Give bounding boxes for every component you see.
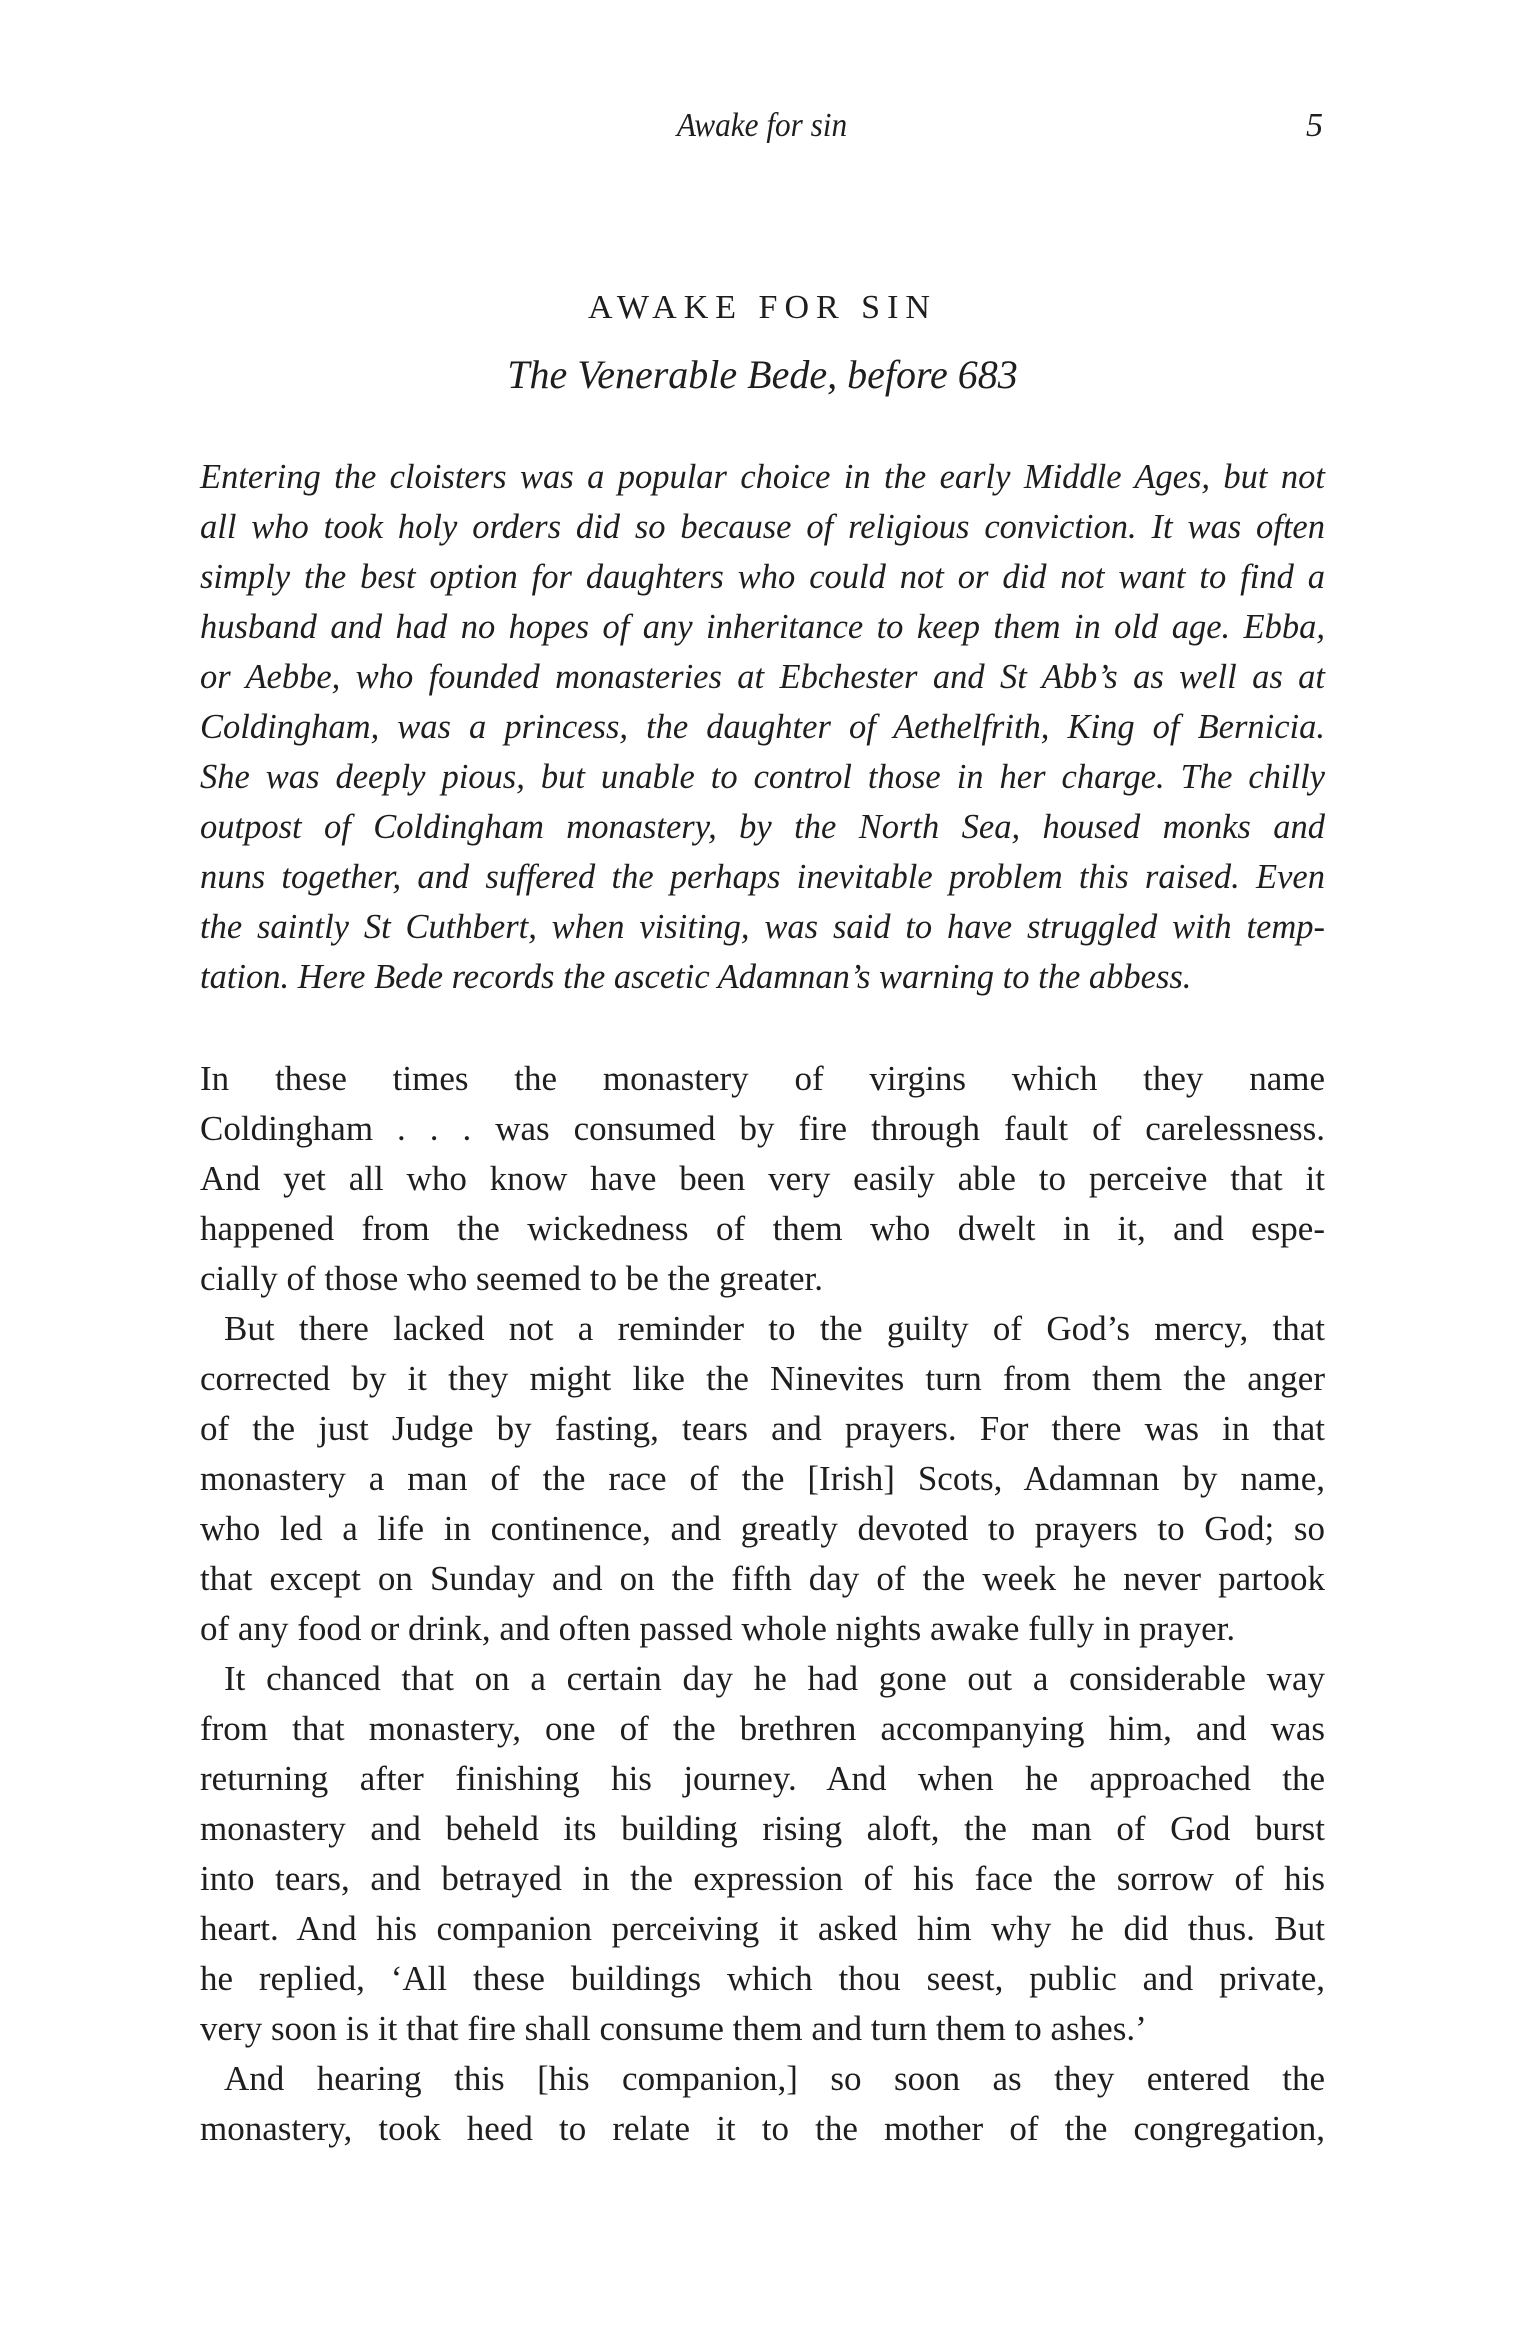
body-line: of the just Judge by fasting, tears and prayers. For there was in that <box>200 1409 1325 1448</box>
body-line: In these times the monastery of virgins which they name <box>200 1059 1325 1098</box>
body-line: corrected by it they might like the Ninevites turn from them the anger <box>200 1359 1325 1398</box>
body-line: And yet all who know have been very easily able to perceive that it <box>200 1159 1325 1198</box>
body-line: of any food or drink, and often passed whole nights awake fully in prayer. <box>200 1609 1236 1648</box>
body-line: monastery a man of the race of the [Irish] Scots, Adamnan by name, <box>200 1459 1325 1498</box>
chapter-title: AWAKE FOR SIN <box>588 289 937 326</box>
page-number: 5 <box>1306 107 1323 144</box>
body-line: And hearing this [his companion,] so soon as they entered the <box>224 2059 1325 2098</box>
body-line: very soon is it that fire shall consume them and turn them to ashes.’ <box>200 2009 1147 2048</box>
intro-line: nuns together, and suffered the perhaps inevitable problem this raised. Even <box>200 858 1325 896</box>
intro-line: outpost of Coldingham monastery, by the North Sea, housed monks and <box>200 808 1325 846</box>
body-line: from that monastery, one of the brethren accompanying him, and was <box>200 1709 1325 1748</box>
body-paragraph <box>200 2054 1325 2154</box>
body-line: cially of those who seemed to be the greater. <box>200 1259 823 1298</box>
intro-line: She was deeply pious, but unable to control those in her charge. The chilly <box>200 758 1325 796</box>
body-line: Coldingham . . . was consumed by fire through fault of carelessness. <box>200 1109 1325 1148</box>
body-line: that except on Sunday and on the fifth day of the week he never partook <box>200 1559 1325 1598</box>
intro-line: Entering the cloisters was a popular choice in the early Middle Ages, but not <box>200 458 1325 496</box>
intro-paragraph <box>200 452 1325 1002</box>
intro-line: husband and had no hopes of any inheritance to keep them in old age. Ebba, <box>200 608 1325 646</box>
chapter-subtitle: The Venerable Bede, before 683 <box>507 352 1018 397</box>
body-paragraph <box>200 1054 1325 1304</box>
body-line: returning after finishing his journey. And when he approached the <box>200 1759 1325 1798</box>
body-line: monastery and beheld its building rising aloft, the man of God burst <box>200 1809 1325 1848</box>
body-text <box>200 1054 1325 2154</box>
running-head <box>0 106 1520 146</box>
body-line: into tears, and betrayed in the expression of his face the sorrow of his <box>200 1859 1325 1898</box>
body-line: who led a life in continence, and greatly devoted to prayers to God; so <box>200 1509 1325 1548</box>
body-line: It chanced that on a certain day he had gone out a considerable way <box>224 1659 1325 1698</box>
body-line: happened from the wickedness of them who dwelt in it, and espe- <box>200 1209 1325 1248</box>
intro-line: all who took holy orders did so because of religious conviction. It was often <box>200 508 1325 546</box>
body-line: he replied, ‘All these buildings which thou seest, public and private, <box>200 1959 1325 1998</box>
intro-line: tation. Here Bede records the ascetic Adamnan’s warning to the abbess. <box>200 958 1192 996</box>
body-paragraph <box>200 1304 1325 1654</box>
body-line: But there lacked not a reminder to the guilty of God’s mercy, that <box>224 1309 1325 1348</box>
body-paragraph <box>200 1654 1325 2054</box>
intro-line: simply the best option for daughters who could not or did not want to find a <box>200 558 1325 596</box>
running-head-title: Awake for sin <box>676 107 848 144</box>
intro-line: Coldingham, was a princess, the daughter of Aethelfrith, King of Bernicia. <box>200 708 1325 746</box>
body-line: heart. And his companion perceiving it asked him why he did thus. But <box>200 1909 1325 1948</box>
intro-line: the saintly St Cuthbert, when visiting, was said to have struggled with temp- <box>200 908 1325 946</box>
intro-line: or Aebbe, who founded monasteries at Ebchester and St Abb’s as well as at <box>200 658 1325 696</box>
body-line: monastery, took heed to relate it to the mother of the congregation, <box>200 2109 1325 2148</box>
